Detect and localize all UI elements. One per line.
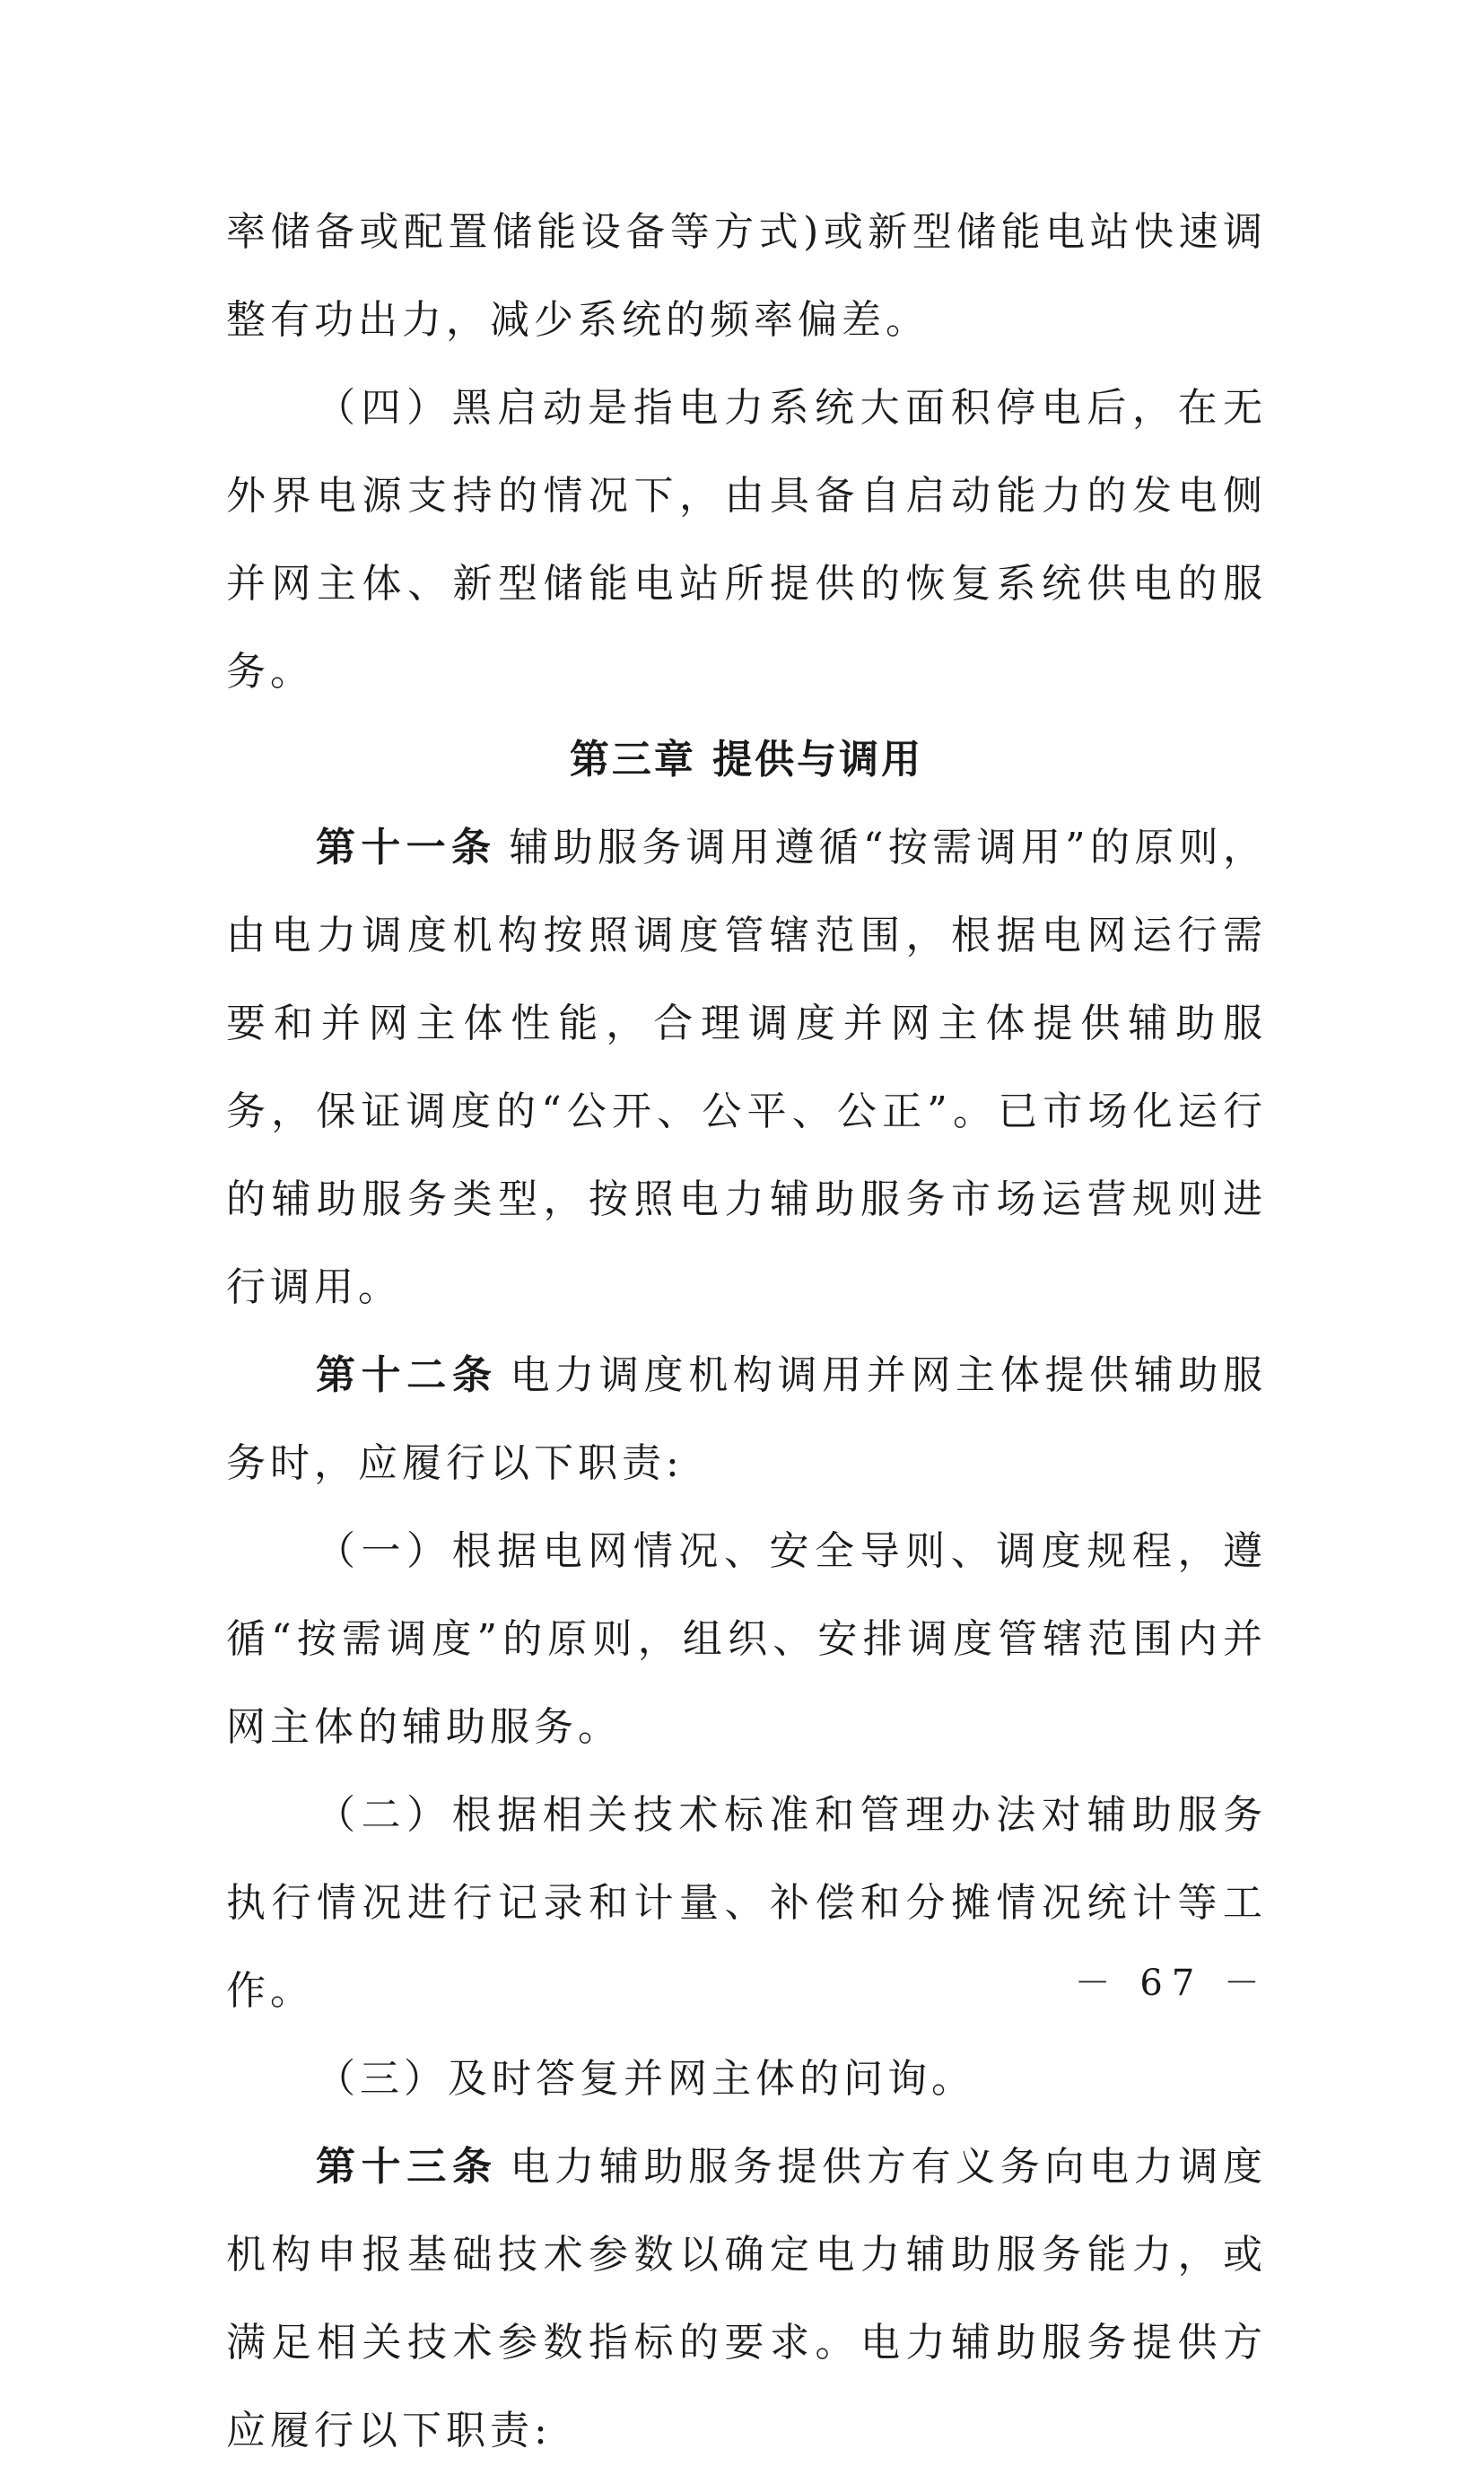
article-text: 辅助服务调用遵循“按需调用”的原则，由电力调度机构按照调度管辖范围，根据电网运行需要和并网主体性能，合理调度并网主体提供辅助服务，保证调度的“公开、公平、公正”。已市场化运行的辅助服务类型，按照电力辅助服务市场运营规则进行调用。: [226, 825, 1267, 1310]
paragraph-text: （三）及时答复并网主体的问询。: [316, 2056, 975, 2102]
paragraph-text: （一）根据电网情况、安全导则、调度规程，遵循“按需调度”的原则，组织、安排调度管辖范围内并网主体的辅助服务。: [226, 1528, 1267, 1750]
paragraph-text: （四）黑启动是指电力系统大面积停电后，在无外界电源支持的情况下，由具备自启动能力的发电侧并网主体、新型储能电站所提供的恢复系统供电的服务。: [226, 385, 1267, 695]
article-11: [226, 804, 1267, 1332]
article-text: 电力辅助服务提供方有义务向电力调度机构申报基础技术参数以确定电力辅助服务能力，或满足相关技术参数指标的要求。电力辅助服务提供方应履行以下职责:: [226, 2144, 1268, 2453]
article-12: [226, 1332, 1267, 1508]
document-body: [226, 188, 1267, 2475]
article-number: 第十一条: [316, 825, 497, 870]
article-text: 电力调度机构调用并网主体提供辅助服务时，应履行以下职责:: [226, 1352, 1268, 1486]
chapter-heading: 第三章 提供与调用: [569, 737, 924, 783]
paragraph-text: 率储备或配置储能设备等方式)或新型储能电站快速调整有功出力，减少系统的频率偏差。: [226, 209, 1267, 343]
paragraph-frequency-continued: [226, 188, 1267, 364]
article-number: 第十三条: [316, 2144, 498, 2190]
duty-item-1: [226, 1508, 1267, 1771]
page-number: － 67 －: [1074, 1963, 1269, 2004]
article-number: 第十二条: [316, 1352, 498, 1398]
article-13: [226, 2123, 1267, 2475]
paragraph-black-start: [226, 364, 1267, 716]
duty-item-3: [226, 2035, 1267, 2123]
paragraph-text: （二）根据相关技术标准和管理办法对辅助服务执行情况进行记录和计量、补偿和分摊情况统计等工作。: [226, 1792, 1267, 2014]
